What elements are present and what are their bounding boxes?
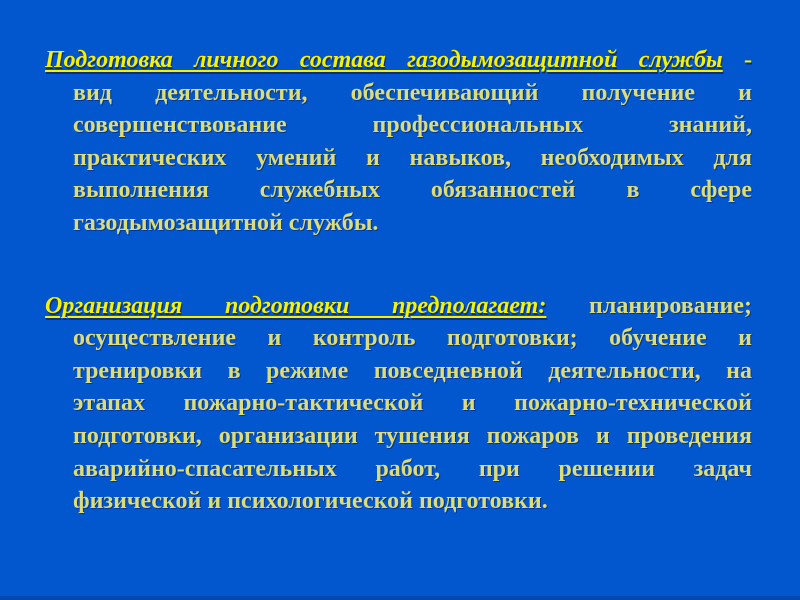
paragraph-line: этапах пожарно-тактической и пожарно-технической bbox=[73, 390, 752, 417]
paragraph-line: вид деятельности, обеспечивающий получение и bbox=[73, 79, 752, 106]
slide-bottom-edge bbox=[0, 596, 800, 600]
paragraph-definition bbox=[45, 44, 752, 240]
paragraph-line: совершенствование профессиональных знаний, bbox=[73, 112, 752, 139]
paragraph-line: выполнения служебных обязанностей в сфере bbox=[73, 177, 752, 204]
paragraph-line: подготовки, организации тушения пожаров и проведения bbox=[73, 422, 752, 449]
paragraph-line: аварийно-спасательных работ, при решении задач bbox=[73, 455, 752, 482]
paragraph-line: осуществление и контроль подготовки; обучение и bbox=[73, 325, 752, 352]
term-continuation: планирование; bbox=[546, 292, 752, 319]
slide-content bbox=[45, 44, 752, 518]
paragraph-line: физической и психологической подготовки. bbox=[73, 488, 548, 515]
paragraph-line bbox=[45, 290, 752, 323]
paragraph-organization bbox=[45, 290, 752, 518]
term-heading: Организация подготовки предполагает: bbox=[45, 292, 547, 319]
term-separator: - bbox=[722, 47, 752, 73]
paragraph-line: практических умений и навыков, необходимых для bbox=[73, 144, 752, 171]
term-heading: Подготовка личного состава газодымозащитной службы bbox=[45, 47, 723, 73]
paragraph-line: тренировки в режиме повседневной деятельности, на bbox=[73, 357, 752, 384]
paragraph-line: газодымозащитной службы. bbox=[73, 209, 379, 236]
paragraph-line bbox=[45, 44, 752, 77]
